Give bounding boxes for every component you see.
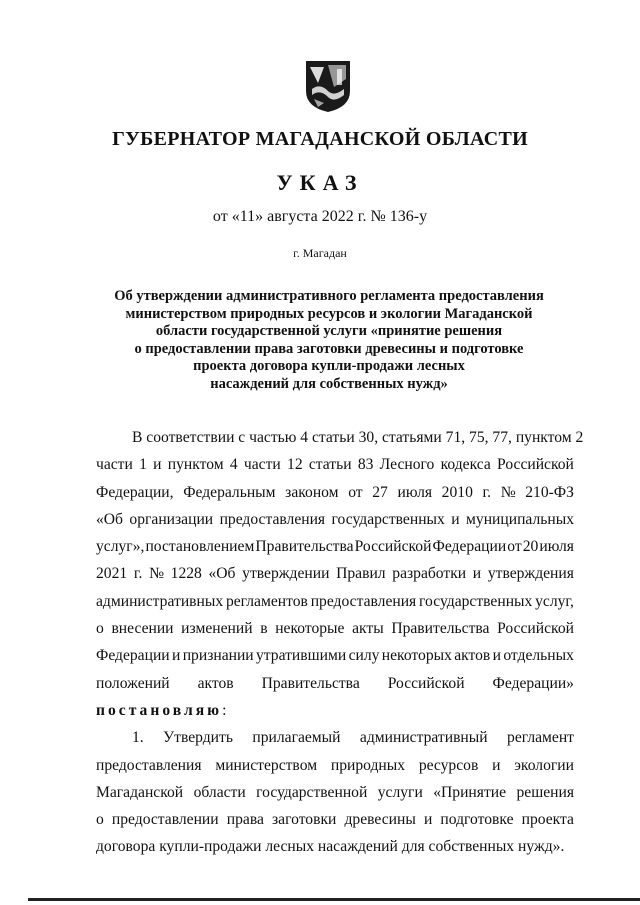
- word: №: [149, 565, 164, 583]
- word: проекта: [521, 811, 574, 829]
- word: признании: [182, 647, 254, 665]
- decree-date-number: от «11» августа 2022 г. № 136-у: [212, 208, 428, 225]
- word: Российской: [497, 620, 574, 638]
- word: подготовке: [440, 811, 514, 829]
- word: актов: [454, 647, 491, 665]
- word: услуг,: [535, 592, 574, 610]
- word: государственной: [256, 783, 368, 801]
- word: утратившими: [256, 647, 347, 665]
- word: государственных: [419, 592, 533, 610]
- coat-of-arms-icon: [304, 59, 352, 113]
- word: Правил: [336, 565, 386, 583]
- subject-line: проекта договора купли-продажи лесных: [193, 358, 465, 374]
- word: экологии: [514, 756, 574, 774]
- decree-verb-line: [96, 697, 574, 724]
- word: предоставления: [219, 510, 326, 528]
- text-line: [96, 506, 574, 533]
- word: Федерации,: [96, 483, 174, 501]
- word: услуг»,: [96, 538, 145, 556]
- subject-line: Об утверждении административного регламента предоставления: [114, 288, 544, 304]
- word: Правительства: [261, 674, 360, 692]
- word: Утвердить: [163, 729, 233, 747]
- decree-heading: УКАЗ: [276, 170, 364, 195]
- word: 2021: [96, 565, 128, 583]
- word: услуги: [377, 783, 423, 801]
- word: разработки: [392, 565, 467, 583]
- decree-verb: постановляю: [96, 701, 223, 719]
- word: предоставления: [310, 592, 417, 610]
- word: некоторые: [275, 620, 345, 638]
- word: административный: [359, 729, 488, 747]
- word: г.: [133, 565, 143, 583]
- word: отдельных: [503, 647, 574, 665]
- page-title: ГУБЕРНАТОР МАГАДАНСКОЙ ОБЛАСТИ: [112, 128, 528, 150]
- word: и: [172, 647, 181, 665]
- text-line: [96, 642, 574, 669]
- decree-subject: [90, 288, 568, 393]
- word: актов: [197, 674, 234, 692]
- word: о: [96, 811, 104, 829]
- word: июля: [539, 538, 574, 556]
- word: 83: [357, 456, 374, 474]
- word: положений: [96, 674, 170, 692]
- paragraph-preamble: [96, 424, 584, 697]
- word: регламент: [507, 729, 574, 747]
- word: решения: [516, 783, 574, 801]
- word: в: [260, 620, 268, 638]
- word: от: [507, 538, 522, 556]
- word: июля: [397, 483, 433, 501]
- word: Федерации: [432, 538, 507, 556]
- word: законом: [285, 483, 339, 501]
- word: министерством: [215, 756, 318, 774]
- word: от: [348, 483, 363, 501]
- word: Российской: [387, 674, 465, 692]
- word: и: [423, 811, 433, 829]
- word: 1228: [170, 565, 202, 583]
- word: административных: [96, 592, 224, 610]
- word: «Об: [208, 565, 236, 583]
- word: 210-ФЗ: [525, 483, 574, 501]
- word: договора купли-продажи лесных насаждений для собственных нужд».: [96, 838, 565, 856]
- subject-line: о предоставлении права заготовки древесины и подготовке: [134, 340, 524, 357]
- word: изменений: [181, 620, 253, 638]
- text-line: [96, 724, 574, 751]
- word: Российской: [497, 456, 574, 474]
- text-line: [96, 588, 574, 615]
- text-line: [96, 533, 574, 560]
- word: «Принятие: [433, 783, 507, 801]
- word: 12: [287, 456, 303, 474]
- word: статьи: [308, 456, 352, 474]
- word: силу: [348, 647, 380, 665]
- word: и: [451, 510, 460, 528]
- word: муниципальных: [466, 510, 574, 528]
- word: внесении: [111, 620, 174, 638]
- text-line: [96, 479, 574, 506]
- word: акты: [352, 620, 384, 638]
- text-line: [96, 779, 574, 806]
- subject-line: насаждений для собственных нужд»: [210, 375, 448, 392]
- word: 2010: [441, 483, 473, 501]
- word: №: [500, 483, 516, 501]
- paragraph-item-1: [96, 724, 574, 860]
- word: г.: [482, 483, 492, 501]
- word: о: [96, 620, 104, 638]
- text-line: [96, 451, 574, 478]
- word: утверждения: [487, 565, 574, 583]
- decree-body: [96, 424, 584, 861]
- text-line: [96, 752, 574, 779]
- word: области: [193, 783, 246, 801]
- word: и: [492, 647, 501, 665]
- text-line: [96, 615, 574, 642]
- word: части: [96, 456, 133, 474]
- subject-line: области государственной услуги «принятие решения: [155, 323, 503, 339]
- text-line: [96, 670, 574, 697]
- word: государственных: [331, 510, 445, 528]
- word: 27: [372, 483, 388, 501]
- word: утверждении: [242, 565, 330, 583]
- word: 20: [522, 538, 539, 556]
- word: и: [153, 456, 162, 474]
- word: Магаданской: [96, 783, 184, 801]
- word: и: [492, 756, 501, 774]
- word: Лесного: [379, 456, 435, 474]
- word: постановлением: [145, 538, 255, 556]
- word: ресурсов: [418, 756, 479, 774]
- word: прилагаемый: [252, 729, 341, 747]
- decree-verb-colon: :: [222, 701, 227, 719]
- word: заготовки: [272, 811, 337, 829]
- word: 4: [229, 456, 238, 474]
- word: Федерации: [96, 647, 170, 665]
- word: некоторых: [381, 647, 452, 665]
- word: кодекса: [440, 456, 491, 474]
- word: 1: [139, 456, 147, 474]
- subject-line: министерством природных ресурсов и экологии Магаданской: [125, 305, 533, 322]
- word: «Об: [96, 510, 123, 528]
- word: части: [243, 456, 281, 474]
- decree-place: г. Магадан: [293, 246, 347, 260]
- page-bottom-rule: [28, 898, 640, 901]
- word: Российской: [354, 538, 432, 556]
- word: древесины: [344, 811, 416, 829]
- text-line: [96, 806, 574, 833]
- word: Федерации»: [492, 674, 574, 692]
- word: Правительства: [255, 538, 354, 556]
- text-line: [96, 424, 584, 451]
- word: права: [226, 811, 264, 829]
- word: регламентов: [225, 592, 308, 610]
- word: 1.: [132, 729, 144, 747]
- word: В соответствии с частью 4 статьи 30, статьями 71, 75, 77, пунктом 2: [132, 429, 584, 446]
- text-line: [96, 833, 574, 860]
- word: пунктом: [167, 456, 224, 474]
- text-line: [96, 560, 574, 587]
- word: и: [472, 565, 482, 583]
- word: предоставлении: [111, 811, 219, 829]
- word: Правительства: [391, 620, 490, 638]
- word: Федеральным: [183, 483, 276, 501]
- word: природных: [330, 756, 406, 774]
- word: организации: [129, 510, 214, 528]
- word: предоставления: [96, 756, 202, 774]
